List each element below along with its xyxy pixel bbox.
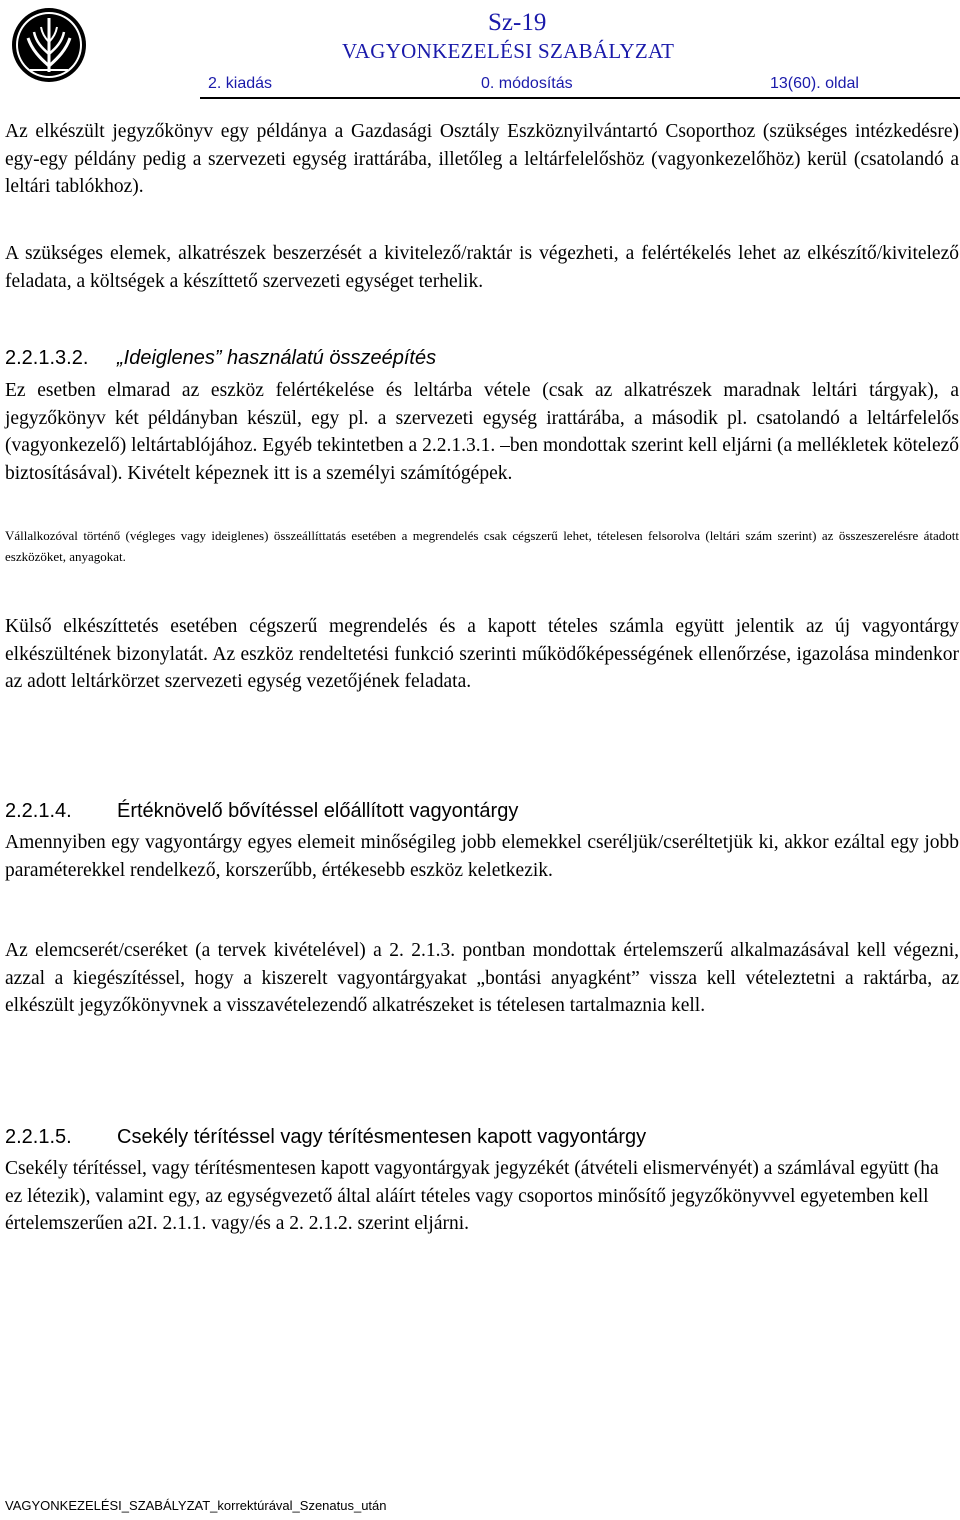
heading-number: 2.2.1.3.2. (5, 347, 89, 369)
university-crest-icon (10, 6, 88, 84)
heading-2-2-1-5 (5, 1124, 959, 1150)
paragraph-2: A szükséges elemek, alkatrészek beszerzését a kivitelező/raktár is végezheti, a felértékelés lehet az elkészítő/kivitelező feladata, a költségek a készíttető szervezeti egységet terhelik. (5, 243, 959, 292)
heading-title: „Ideiglenes” használatú összeépítés (117, 347, 437, 369)
header-meta (200, 73, 960, 97)
paragraph-1: Az elkészült jegyzőkönyv egy példánya a Gazdasági Osztály Eszköznyilvántartó Csoporthoz (szükséges intézkedésre) egy-egy példány pedig a szervezeti egység irattárába, illetőleg a leltárfelelőshöz (vagyonkezelőhöz) kerül (csatolandó a leltári tablókhoz). (5, 121, 959, 197)
document-code: Sz-19 (488, 9, 547, 36)
heading-number: 2.2.1.5. (5, 1126, 72, 1148)
heading-number: 2.2.1.4. (5, 800, 72, 822)
paragraph-5: Külső elkészíttetés esetében cégszerű megrendelés és a kapott tételes számla együtt jelentik az új vagyontárgy elkészültének bizonylatát. Az eszköz rendeltetési funkció szerinti működőképességének ellenőrzése, igazolása mindenkor az adott leltárkörzet szervezeti egység vezetőjének feladata. (5, 616, 959, 692)
header-divider (200, 97, 960, 99)
footer-filename: VAGYONKEZELÉSI_SZABÁLYZAT_korrektúrával_Szenatus_után (5, 1498, 387, 1513)
document-title: VAGYONKEZELÉSI SZABÁLYZAT (342, 39, 675, 63)
heading-2-2-1-4 (5, 798, 959, 824)
paragraph-3: Ez esetben elmarad az eszköz felértékelése és leltárba vétele (csak az alkatrészek maradnak leltári tárgyak), a jegyzőkönyv két példányban készül, egy pl. a szervezeti egység irattárába, a második pl. csatolandó a leltárfelelős (vagyonkezelő) leltártablójához. Egyéb tekintetben a 2.2.1.3.1. –ben mondottak szerint kell eljárni (a mellékletek kötelező biztosításával). Kivételt képeznek itt is a személyi számítógépek. (5, 380, 959, 484)
heading-title: Értéknövelő bővítéssel előállított vagyontárgy (117, 800, 519, 822)
paragraph-6: Amennyiben egy vagyontárgy egyes elemeit minőségileg jobb elemekkel cseréljük/cseréltetjük ki, akkor ezáltal egy jobb paraméterekkel rendelkező, korszerűbb, értékesebb eszköz keletkezik. (5, 832, 959, 881)
heading-2-2-1-3-2 (5, 345, 959, 371)
paragraph-7: Az elemcserét/cseréket (a tervek kivételével) a 2. 2.1.3. pontban mondottak értelemszerű alkalmazásával kell végezni, azzal a kiegészítéssel, hogy a kiszerelt vagyontárgyakat „bontási anyagként” vissza kell vételeztetni a raktárba, az elkészült jegyzőkönyvnek a visszavételezendő alkatrészeket is tételesen tartalmaznia kell. (5, 940, 959, 1016)
page-number: 13(60). oldal (770, 75, 859, 92)
paragraph-4-small: Vállalkozóval történő (végleges vagy ideiglenes) összeállíttatás esetében a megrendelés csak cégszerű lehet, tételesen felsorolva (leltári szám szerint) az összeszerelésre átadott eszközöket, anyagokat. (5, 528, 959, 564)
edition-label: 2. kiadás (208, 75, 273, 92)
paragraph-8: Csekély térítéssel, vagy térítésmentesen kapott vagyontárgyak jegyzékét (átvételi elismervényét) a számlával együtt (ha ez létezik), valamint egy, az egységvezető által aláírt tételes vagy csoportos minősítő jegyzőkönyvvel egyetemben kell értelemszerűen a2I. 2.1.1. vagy/és a 2. 2.1.2. szerint eljárni. (5, 1158, 939, 1234)
modification-label: 0. módosítás (481, 75, 573, 92)
heading-title: Csekély térítéssel vagy térítésmentesen kapott vagyontárgy (117, 1126, 647, 1148)
